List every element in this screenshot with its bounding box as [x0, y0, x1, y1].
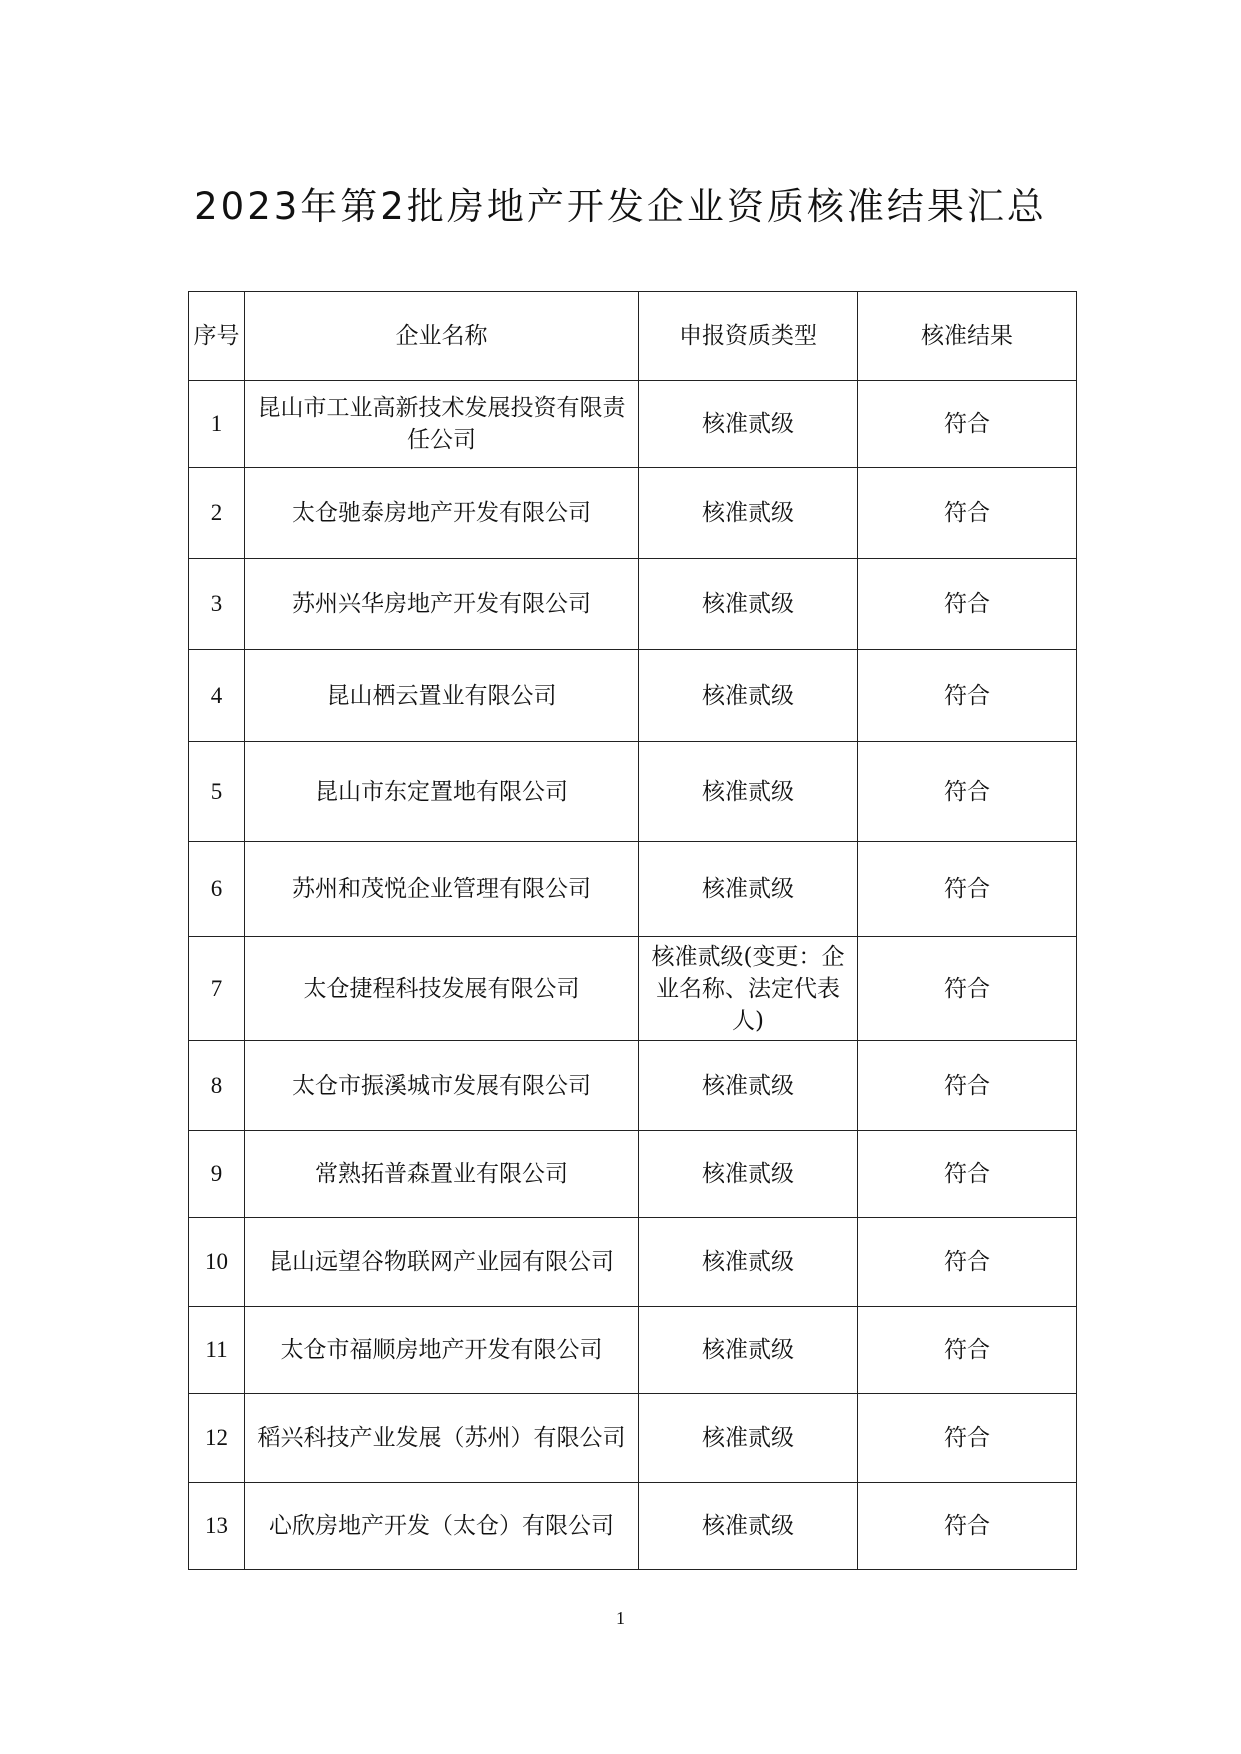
- row-company: 昆山市东定置地有限公司: [245, 742, 639, 842]
- row-company: 太仓市振溪城市发展有限公司: [245, 1041, 639, 1131]
- row-type: 核准贰级: [639, 559, 858, 650]
- header-row: [189, 292, 1077, 381]
- row-result: 符合: [858, 1483, 1077, 1570]
- row-seq: 12: [189, 1394, 245, 1483]
- row-seq: 3: [189, 559, 245, 650]
- row-result: 符合: [858, 937, 1077, 1041]
- table-row: [189, 937, 1077, 1041]
- header-type: 申报资质类型: [639, 292, 858, 381]
- page-number: 1: [616, 1608, 625, 1628]
- row-type: 核准贰级: [639, 842, 858, 937]
- row-type: 核准贰级: [639, 1394, 858, 1483]
- header-company: 企业名称: [245, 292, 639, 381]
- row-result: 符合: [858, 742, 1077, 842]
- row-seq: 11: [189, 1307, 245, 1394]
- table-row: [189, 1218, 1077, 1307]
- table-row: [189, 1483, 1077, 1570]
- row-result: 符合: [858, 842, 1077, 937]
- row-type: 核准贰级: [639, 1483, 858, 1570]
- row-seq: 1: [189, 381, 245, 468]
- table-row: [189, 468, 1077, 559]
- table-row: [189, 1394, 1077, 1483]
- row-seq: 8: [189, 1041, 245, 1131]
- row-seq: 9: [189, 1131, 245, 1218]
- header-seq: 序号: [189, 292, 245, 381]
- row-company: 苏州和茂悦企业管理有限公司: [245, 842, 639, 937]
- row-company: 太仓市福顺房地产开发有限公司: [245, 1307, 639, 1394]
- row-seq: 5: [189, 742, 245, 842]
- row-type: 核准贰级: [639, 1307, 858, 1394]
- row-company: 太仓驰泰房地产开发有限公司: [245, 468, 639, 559]
- row-result: 符合: [858, 381, 1077, 468]
- row-type: 核准贰级: [639, 381, 858, 468]
- row-result: 符合: [858, 559, 1077, 650]
- row-type: 核准贰级: [639, 742, 858, 842]
- row-company: 心欣房地产开发（太仓）有限公司: [245, 1483, 639, 1570]
- row-result: 符合: [858, 1307, 1077, 1394]
- row-seq: 10: [189, 1218, 245, 1307]
- row-seq: 2: [189, 468, 245, 559]
- table-row: [189, 1307, 1077, 1394]
- row-result: 符合: [858, 1218, 1077, 1307]
- results-table: [188, 291, 1077, 1570]
- row-seq: 6: [189, 842, 245, 937]
- row-company: 苏州兴华房地产开发有限公司: [245, 559, 639, 650]
- row-result: 符合: [858, 468, 1077, 559]
- row-company: 太仓捷程科技发展有限公司: [245, 937, 639, 1041]
- row-company: 昆山栖云置业有限公司: [245, 650, 639, 742]
- table-row: [189, 742, 1077, 842]
- row-company: 常熟拓普森置业有限公司: [245, 1131, 639, 1218]
- table-row: [189, 381, 1077, 468]
- row-company: 昆山市工业高新技术发展投资有限责任公司: [245, 381, 639, 468]
- table-row: [189, 559, 1077, 650]
- row-type: 核准贰级(变更：企业名称、法定代表人): [639, 937, 858, 1041]
- row-seq: 4: [189, 650, 245, 742]
- row-company: 昆山远望谷物联网产业园有限公司: [245, 1218, 639, 1307]
- table-row: [189, 1041, 1077, 1131]
- document-title: 2023年第2批房地产开发企业资质核准结果汇总: [194, 185, 1047, 228]
- row-company: 稻兴科技产业发展（苏州）有限公司: [245, 1394, 639, 1483]
- row-result: 符合: [858, 1131, 1077, 1218]
- row-type: 核准贰级: [639, 468, 858, 559]
- table-row: [189, 1131, 1077, 1218]
- header-result: 核准结果: [858, 292, 1077, 381]
- table-row: [189, 650, 1077, 742]
- row-type: 核准贰级: [639, 1131, 858, 1218]
- table-row: [189, 842, 1077, 937]
- row-seq: 7: [189, 937, 245, 1041]
- row-type: 核准贰级: [639, 1041, 858, 1131]
- row-type: 核准贰级: [639, 1218, 858, 1307]
- row-seq: 13: [189, 1483, 245, 1570]
- row-result: 符合: [858, 1394, 1077, 1483]
- row-result: 符合: [858, 1041, 1077, 1131]
- row-type: 核准贰级: [639, 650, 858, 742]
- row-result: 符合: [858, 650, 1077, 742]
